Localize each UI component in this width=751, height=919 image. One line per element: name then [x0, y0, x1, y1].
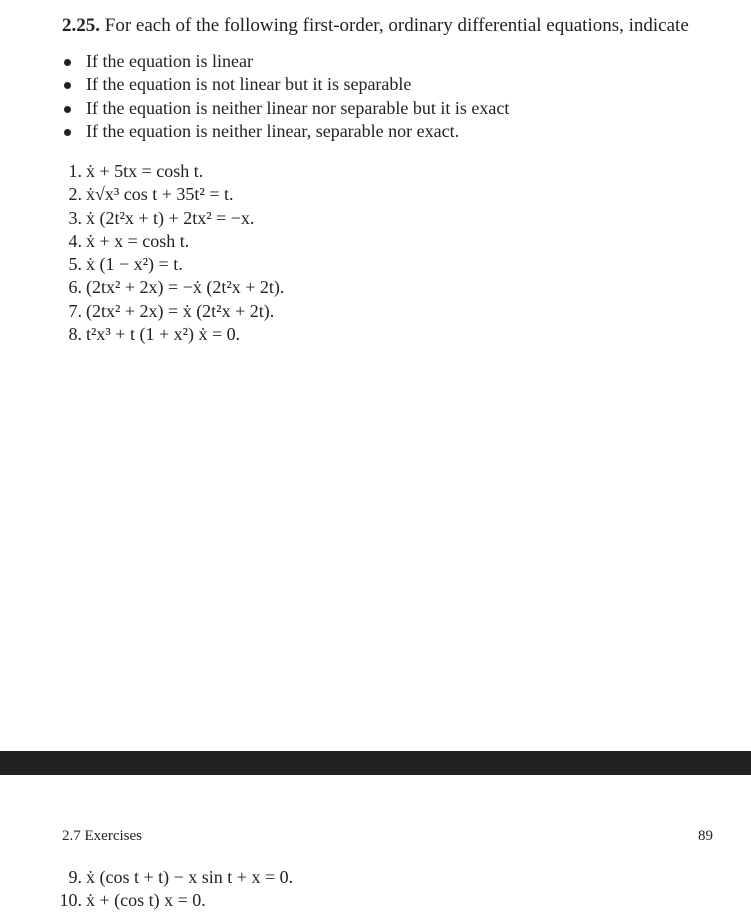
equation-item: 2. ẋ√x³ cos t + 35t² = t.	[62, 183, 284, 206]
equation: ẋ√x³ cos t + 35t² = t.	[86, 184, 234, 205]
criteria-item: If the equation is neither linear nor separable but it is exact	[62, 97, 509, 120]
criteria-item: If the equation is neither linear, separable nor exact.	[62, 120, 509, 143]
bullet-icon	[64, 59, 71, 66]
exercise-number: 2.25.	[62, 15, 100, 36]
exercise-heading	[62, 14, 742, 38]
equation: (2tx² + 2x) = −ẋ (2t²x + 2t).	[86, 277, 285, 298]
running-head: 2.7 Exercises	[62, 828, 142, 844]
criteria-item: If the equation is not linear but it is separable	[62, 73, 509, 96]
equation: t²x³ + t (1 + x²) ẋ = 0.	[86, 324, 241, 345]
bullet-icon	[64, 106, 71, 113]
equation: ẋ + x = cosh t.	[86, 230, 190, 251]
equation-item: 7. (2tx² + 2x) = ẋ (2t²x + 2t).	[62, 300, 284, 323]
criteria-item: If the equation is linear	[62, 50, 509, 73]
equation: ẋ (cos t + t) − x sin t + x = 0.	[86, 867, 294, 887]
equation-item: 5. ẋ (1 − x²) = t.	[62, 253, 284, 276]
equation: ẋ + 5tx = cosh t.	[86, 161, 204, 181]
equation-item: 8. t²x³ + t (1 + x²) ẋ = 0.	[62, 323, 284, 346]
exercise-intro: For each of the following first-order, ordinary differential equations, indicate	[104, 15, 689, 36]
equation: ẋ + (cos t) x = 0.	[86, 890, 206, 911]
equation: ẋ (2t²x + t) + 2tx² = −x.	[86, 207, 255, 228]
equation-item: 1. ẋ + 5tx = cosh t.	[62, 160, 284, 183]
equation-item: 4. ẋ + x = cosh t.	[62, 230, 284, 253]
criteria-list	[62, 50, 509, 144]
equation-list-continued	[52, 866, 293, 913]
equation: (2tx² + 2x) = ẋ (2t²x + 2t).	[86, 300, 275, 321]
equation-item: 6. (2tx² + 2x) = −ẋ (2t²x + 2t).	[62, 276, 284, 299]
bullet-icon	[64, 82, 71, 89]
equation-item: 10. ẋ + (cos t) x = 0.	[52, 889, 293, 912]
equation: ẋ (1 − x²) = t.	[86, 254, 183, 275]
page-number: 89	[698, 828, 713, 844]
equation-list	[62, 160, 284, 346]
page-break-band	[0, 751, 751, 775]
equation-item: 3. ẋ (2t²x + t) + 2tx² = −x.	[62, 207, 284, 230]
equation-item: 9. ẋ (cos t + t) − x sin t + x = 0.	[52, 866, 293, 889]
bullet-icon	[64, 129, 71, 136]
